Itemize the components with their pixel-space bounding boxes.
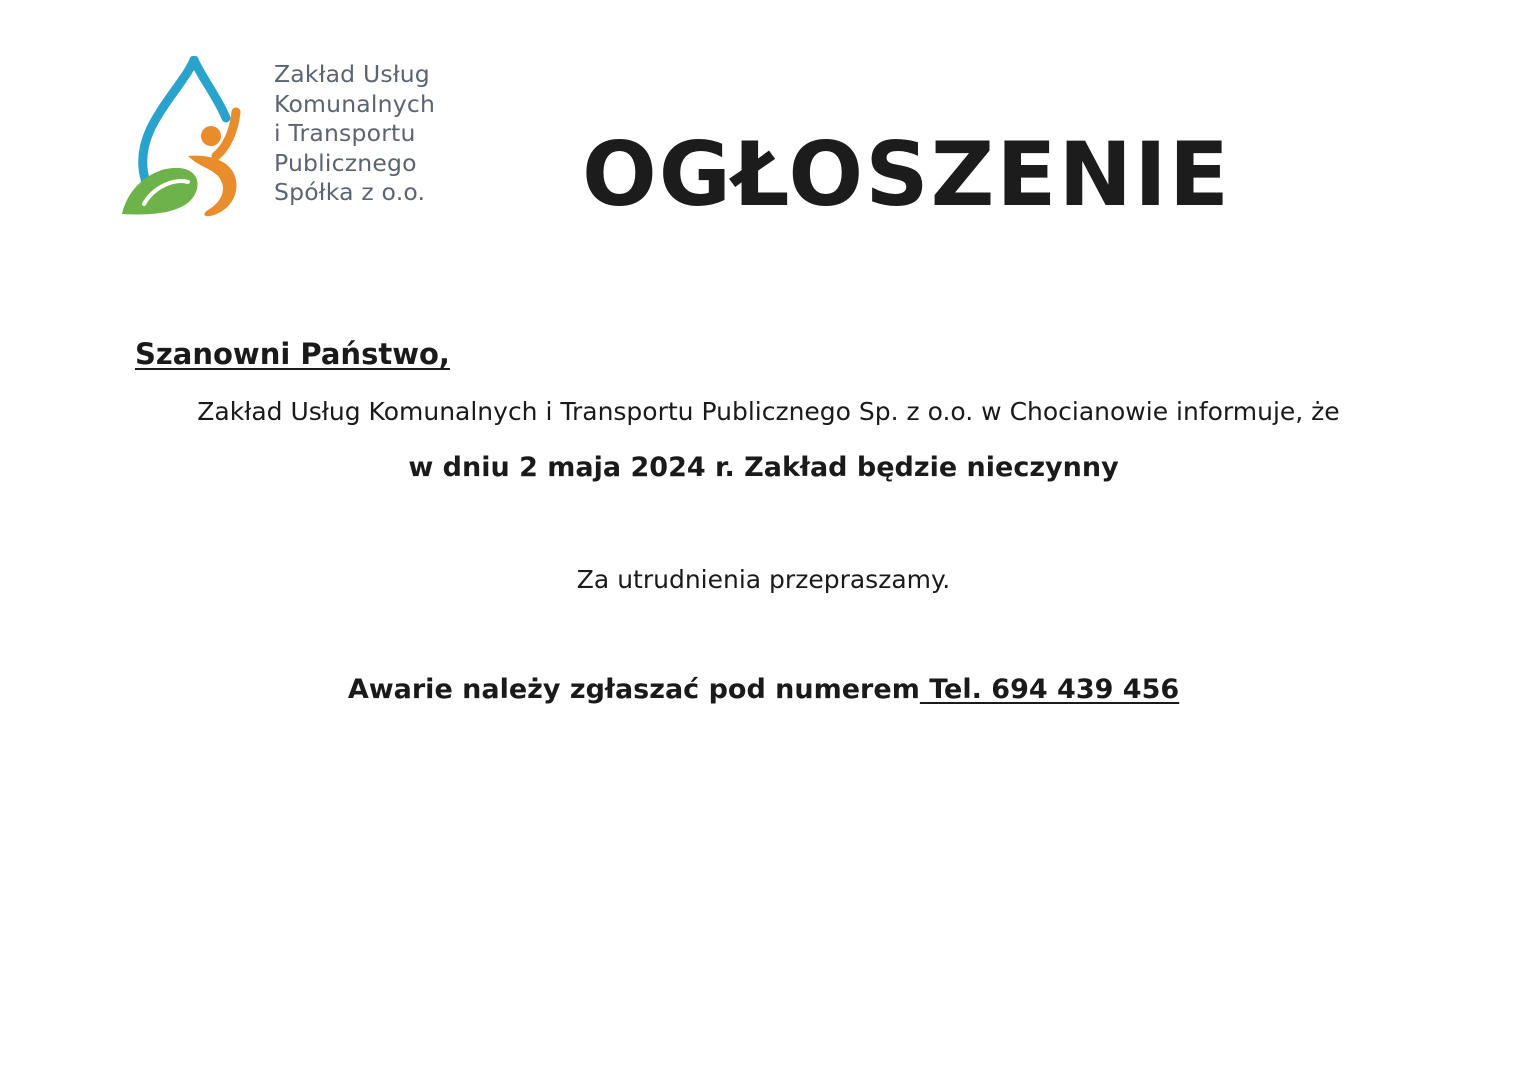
water-drop-figure-logo-icon (118, 56, 248, 221)
company-logo (118, 56, 478, 226)
company-logo-text (274, 60, 484, 208)
logo-line-1: Zakład Usług (274, 60, 430, 88)
apology-text: Za utrudnienia przepraszamy. (576, 565, 951, 594)
emergency-contact (0, 670, 1527, 710)
logo-line-2: Komunalnych (274, 89, 436, 118)
greeting: Szanowni Państwo, (135, 337, 450, 371)
emergency-prefix: Awarie należy zgłaszać pod numerem (347, 674, 920, 705)
logo-line-3: i Transportu (274, 119, 416, 147)
closure-notice: w dniu 2 maja 2024 r. Zakład będzie nieczynny (408, 452, 1119, 483)
logo-line-4: Publicznego (274, 148, 417, 177)
emergency-phone-number: Tel. 694 439 456 (919, 674, 1180, 705)
logo-line-5: Spółka z o.o. (274, 178, 426, 206)
intro-paragraph: Zakład Usług Komunalnych i Transportu Publicznego Sp. z o.o. w Chocianowie informuje, że (197, 397, 1340, 426)
announcement-title: OGŁOSZENIE (582, 123, 1232, 226)
